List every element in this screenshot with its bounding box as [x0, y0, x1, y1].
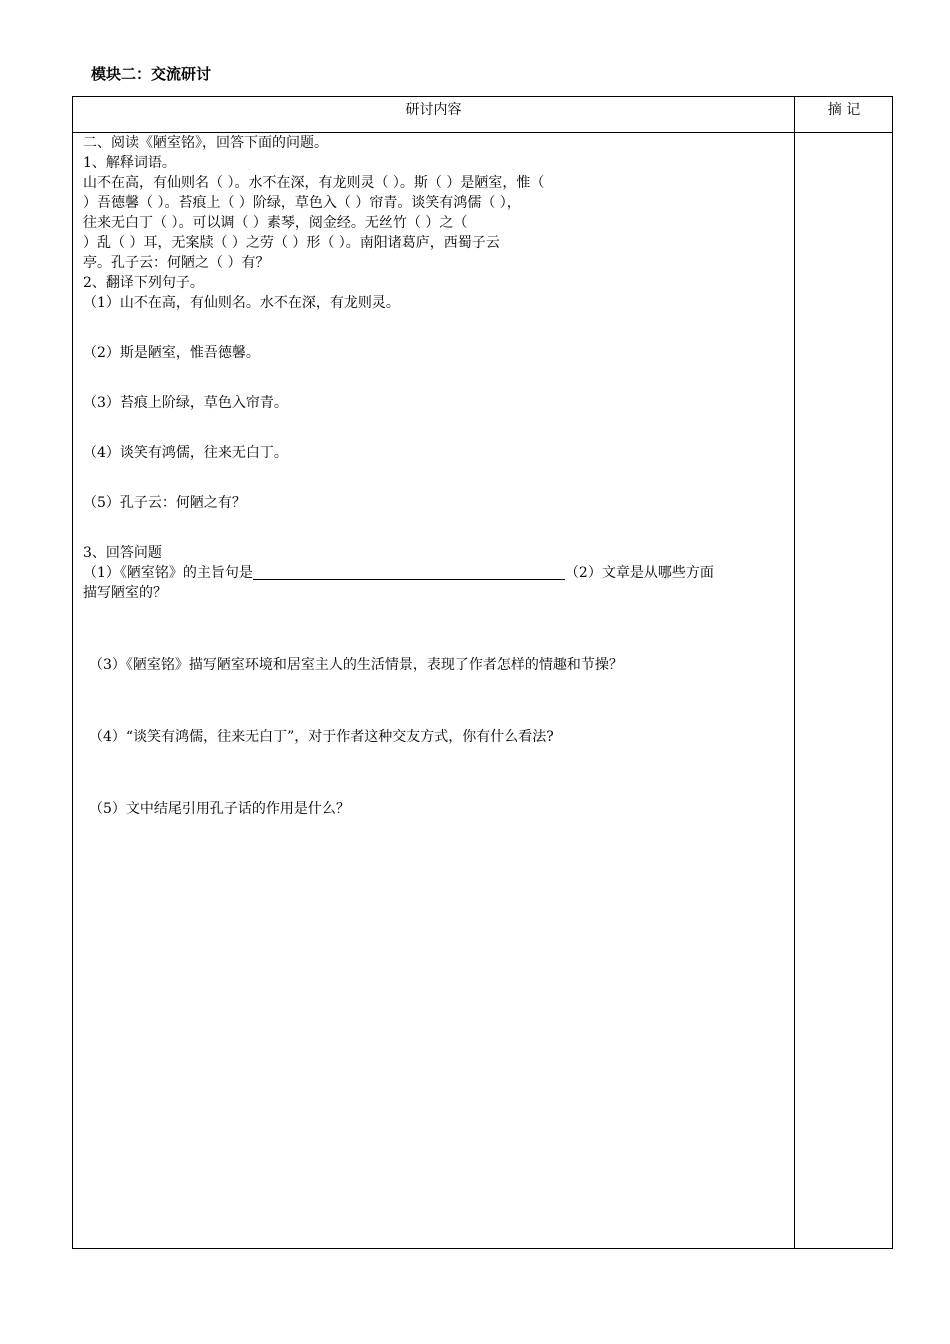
vocab-line: 亭。孔子云：何陋之（ ）有？ [83, 255, 270, 271]
question-4: （4）“谈笑有鸿儒，往来无白丁”，对于作者这种交友方式，你有什么看法? [89, 729, 554, 745]
content-cell [83, 133, 789, 819]
question-2-cont: 描写陋室的？ [83, 585, 167, 601]
vocab-line: 山不在高，有仙则名（ ）。水不在深，有龙则灵（ ）。斯（ ）是陋室，惟（ [83, 175, 545, 191]
translate-item: （1）山不在高，有仙则名。水不在深，有龙则灵。 [83, 295, 400, 311]
part3-title: 3、回答问题 [83, 545, 162, 561]
translate-item: （4）谈笑有鸿儒，往来无白丁。 [83, 445, 288, 461]
answer-blank[interactable] [253, 565, 565, 580]
vocab-line: 往来无白丁（ ）。可以调（ ）素琴，阅金经。无丝竹（ ）之（ [83, 215, 468, 231]
question-1-prefix: （1）《陋室铭》的主旨句是 [83, 565, 253, 581]
header-notes: 摘 记 [827, 102, 861, 118]
part1-title: 1、解释词语。 [83, 155, 176, 171]
question-5: （5）文中结尾引用孔子话的作用是什么？ [89, 801, 350, 817]
vocab-line: ）吾德馨（ ）。苔痕上（ ）阶绿，草色入（ ）帘青。谈笑有鸿儒（ ）， [83, 195, 521, 211]
translate-item: （3）苔痕上阶绿，草色入帘青。 [83, 395, 288, 411]
translate-item: （2）斯是陋室，惟吾德馨。 [83, 345, 260, 361]
question-2-prefix: （2）文章是从哪些方面 [564, 565, 714, 581]
translate-item: （5）孔子云：何陋之有？ [83, 495, 246, 511]
part2-title: 2、翻译下列句子。 [83, 275, 204, 291]
question-1 [83, 563, 789, 583]
question-3: （3）《陋室铭》描写陋室环境和居室主人的生活情景，表现了作者怎样的情趣和节操？ [89, 657, 623, 673]
column-divider [794, 97, 795, 1248]
module-title: 模块二：交流研讨 [91, 65, 212, 83]
worksheet-table [72, 96, 893, 1249]
section-title: 二、阅读《陋室铭》，回答下面的问题。 [83, 135, 328, 151]
vocab-line: ）乱（ ）耳，无案牍（ ）之劳（ ）形（ ）。南阳诸葛庐，西蜀子云 [83, 235, 500, 251]
header-content: 研讨内容 [405, 102, 462, 118]
